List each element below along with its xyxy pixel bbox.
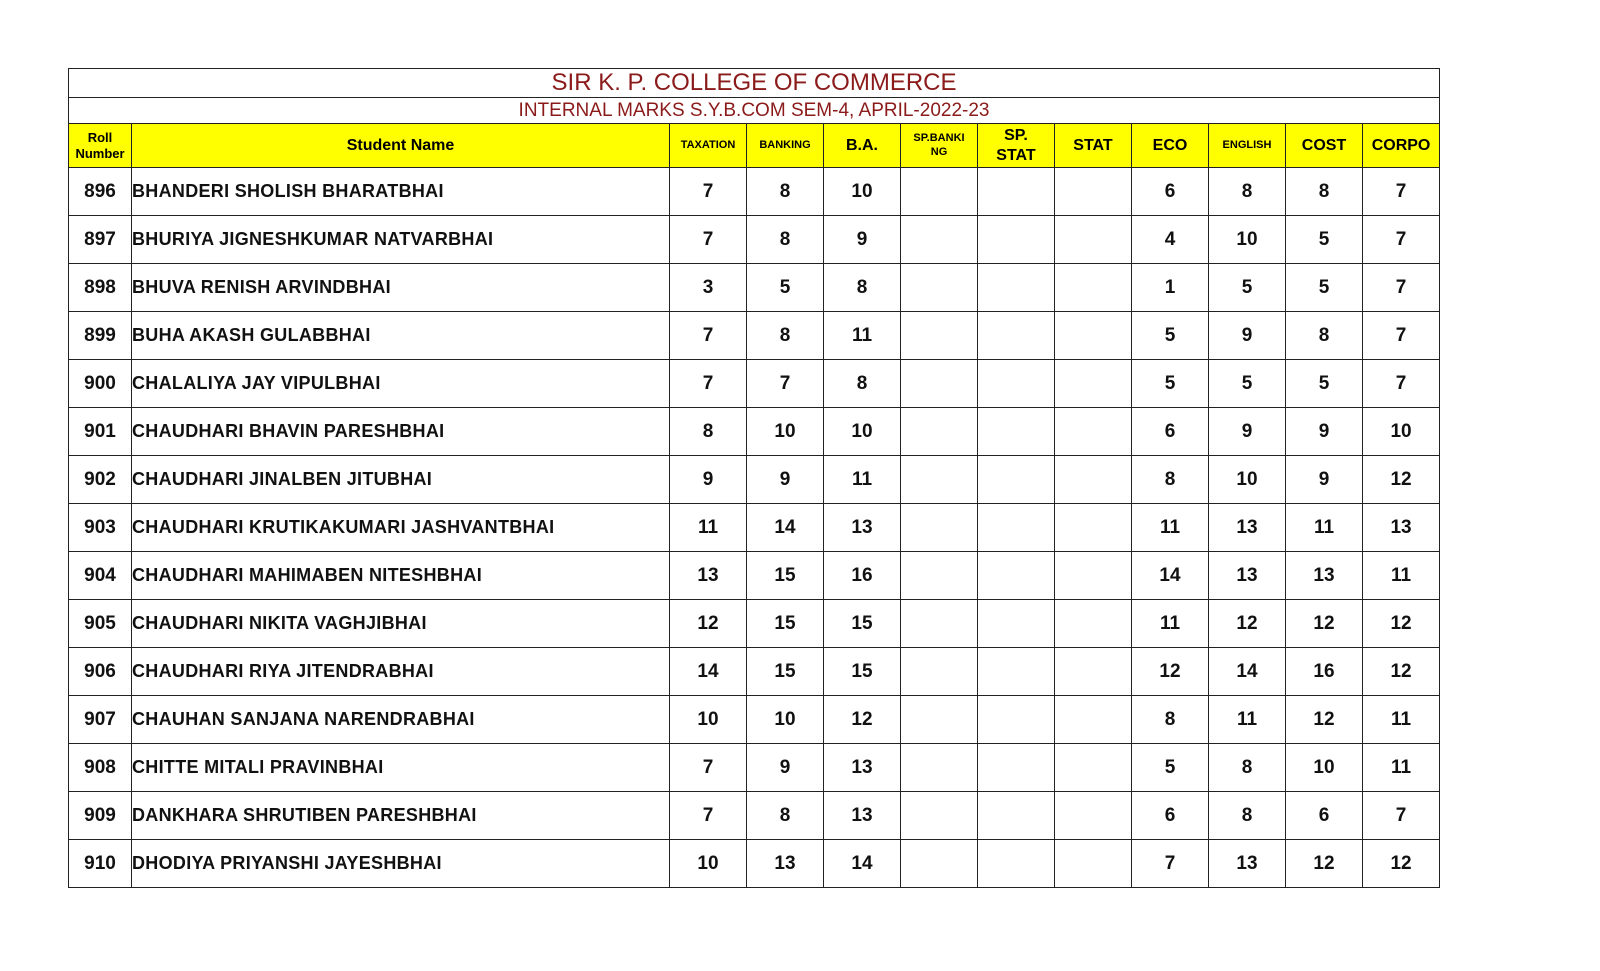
roll-number-cell: 899 [69,312,132,360]
corpo-mark-cell: 7 [1363,168,1440,216]
student-name-cell: DHODIYA PRIYANSHI JAYESHBHAI [132,840,670,888]
report-subtitle: INTERNAL MARKS S.Y.B.COM SEM-4, APRIL-2022-23 [69,98,1440,124]
student-name-cell: CHAUDHARI RIYA JITENDRABHAI [132,648,670,696]
banking-mark-cell: 14 [747,504,824,552]
cost-mark-cell: 9 [1286,456,1363,504]
sp-banking-mark-cell [901,408,978,456]
eco-mark-cell: 8 [1132,456,1209,504]
student-name-cell: BHANDERI SHOLISH BHARATBHAI [132,168,670,216]
ba-mark-cell: 10 [824,168,901,216]
header-row [69,124,1440,168]
student-name-cell: CHAUHAN SANJANA NARENDRABHAI [132,696,670,744]
table-row [69,504,1440,552]
sp-banking-mark-cell [901,600,978,648]
sp-stat-mark-cell [978,648,1055,696]
header-sp-banking-line1: SP.BANKI [913,132,965,145]
college-title: SIR K. P. COLLEGE OF COMMERCE [69,69,1440,98]
english-mark-cell: 9 [1209,408,1286,456]
cost-mark-cell: 8 [1286,312,1363,360]
corpo-mark-cell: 7 [1363,216,1440,264]
ba-mark-cell: 14 [824,840,901,888]
sp-banking-mark-cell [901,216,978,264]
sp-banking-mark-cell [901,648,978,696]
sp-stat-mark-cell [978,696,1055,744]
ba-mark-cell: 15 [824,648,901,696]
header-roll-line2: Number [75,145,125,161]
taxation-mark-cell: 7 [670,360,747,408]
table-row [69,408,1440,456]
student-rows [69,168,1440,888]
cost-mark-cell: 10 [1286,744,1363,792]
eco-mark-cell: 6 [1132,792,1209,840]
table-row [69,312,1440,360]
corpo-mark-cell: 11 [1363,552,1440,600]
english-mark-cell: 12 [1209,600,1286,648]
header-corpo: CORPO [1363,124,1440,168]
stat-mark-cell [1055,600,1132,648]
stat-mark-cell [1055,504,1132,552]
corpo-mark-cell: 7 [1363,360,1440,408]
roll-number-cell: 906 [69,648,132,696]
taxation-mark-cell: 7 [670,792,747,840]
eco-mark-cell: 1 [1132,264,1209,312]
taxation-mark-cell: 10 [670,696,747,744]
corpo-mark-cell: 13 [1363,504,1440,552]
ba-mark-cell: 11 [824,456,901,504]
student-name-cell: BUHA AKASH GULABBHAI [132,312,670,360]
taxation-mark-cell: 9 [670,456,747,504]
header-sp-banking-line2: NG [930,145,948,158]
eco-mark-cell: 5 [1132,312,1209,360]
english-mark-cell: 8 [1209,168,1286,216]
banking-mark-cell: 8 [747,312,824,360]
ba-mark-cell: 13 [824,744,901,792]
header-student-name: Student Name [132,124,670,168]
stat-mark-cell [1055,456,1132,504]
banking-mark-cell: 15 [747,552,824,600]
corpo-mark-cell: 7 [1363,312,1440,360]
sp-stat-mark-cell [978,456,1055,504]
header-sp-stat [978,124,1055,168]
header-ba: B.A. [824,124,901,168]
eco-mark-cell: 8 [1132,696,1209,744]
marks-table [68,68,1440,888]
banking-mark-cell: 8 [747,168,824,216]
cost-mark-cell: 9 [1286,408,1363,456]
english-mark-cell: 9 [1209,312,1286,360]
header-cost: COST [1286,124,1363,168]
header-taxation: TAXATION [670,124,747,168]
table-row [69,264,1440,312]
taxation-mark-cell: 7 [670,216,747,264]
sp-banking-mark-cell [901,264,978,312]
student-name-cell: BHURIYA JIGNESHKUMAR NATVARBHAI [132,216,670,264]
english-mark-cell: 5 [1209,264,1286,312]
corpo-mark-cell: 7 [1363,792,1440,840]
roll-number-cell: 910 [69,840,132,888]
table-row [69,648,1440,696]
banking-mark-cell: 15 [747,600,824,648]
eco-mark-cell: 14 [1132,552,1209,600]
student-name-cell: CHAUDHARI JINALBEN JITUBHAI [132,456,670,504]
banking-mark-cell: 9 [747,456,824,504]
roll-number-cell: 896 [69,168,132,216]
english-mark-cell: 8 [1209,792,1286,840]
taxation-mark-cell: 13 [670,552,747,600]
banking-mark-cell: 8 [747,792,824,840]
cost-mark-cell: 12 [1286,840,1363,888]
sp-banking-mark-cell [901,312,978,360]
banking-mark-cell: 7 [747,360,824,408]
table-row [69,456,1440,504]
taxation-mark-cell: 7 [670,312,747,360]
header-english: ENGLISH [1209,124,1286,168]
cost-mark-cell: 12 [1286,600,1363,648]
table-row [69,840,1440,888]
eco-mark-cell: 11 [1132,504,1209,552]
sp-banking-mark-cell [901,696,978,744]
eco-mark-cell: 11 [1132,600,1209,648]
header-eco: ECO [1132,124,1209,168]
taxation-mark-cell: 7 [670,168,747,216]
stat-mark-cell [1055,408,1132,456]
cost-mark-cell: 5 [1286,360,1363,408]
roll-number-cell: 902 [69,456,132,504]
english-mark-cell: 10 [1209,216,1286,264]
sp-banking-mark-cell [901,792,978,840]
roll-number-cell: 903 [69,504,132,552]
student-name-cell: CHITTE MITALI PRAVINBHAI [132,744,670,792]
corpo-mark-cell: 12 [1363,456,1440,504]
table-row [69,552,1440,600]
corpo-mark-cell: 7 [1363,264,1440,312]
english-mark-cell: 14 [1209,648,1286,696]
eco-mark-cell: 6 [1132,408,1209,456]
stat-mark-cell [1055,360,1132,408]
english-mark-cell: 10 [1209,456,1286,504]
ba-mark-cell: 8 [824,264,901,312]
sp-stat-mark-cell [978,312,1055,360]
cost-mark-cell: 16 [1286,648,1363,696]
sp-stat-mark-cell [978,600,1055,648]
english-mark-cell: 13 [1209,504,1286,552]
corpo-mark-cell: 12 [1363,840,1440,888]
student-name-cell: BHUVA RENISH ARVINDBHAI [132,264,670,312]
sp-stat-mark-cell [978,264,1055,312]
roll-number-cell: 908 [69,744,132,792]
ba-mark-cell: 16 [824,552,901,600]
sp-stat-mark-cell [978,408,1055,456]
ba-mark-cell: 9 [824,216,901,264]
header-sp-banking [901,124,978,168]
stat-mark-cell [1055,648,1132,696]
cost-mark-cell: 5 [1286,264,1363,312]
banking-mark-cell: 8 [747,216,824,264]
header-roll-number [69,124,132,168]
ba-mark-cell: 13 [824,792,901,840]
stat-mark-cell [1055,696,1132,744]
table-row [69,696,1440,744]
cost-mark-cell: 5 [1286,216,1363,264]
cost-mark-cell: 13 [1286,552,1363,600]
cost-mark-cell: 11 [1286,504,1363,552]
stat-mark-cell [1055,840,1132,888]
sp-stat-mark-cell [978,168,1055,216]
eco-mark-cell: 12 [1132,648,1209,696]
table-row [69,600,1440,648]
banking-mark-cell: 15 [747,648,824,696]
corpo-mark-cell: 10 [1363,408,1440,456]
eco-mark-cell: 5 [1132,744,1209,792]
table-row [69,360,1440,408]
roll-number-cell: 907 [69,696,132,744]
stat-mark-cell [1055,744,1132,792]
eco-mark-cell: 4 [1132,216,1209,264]
english-mark-cell: 13 [1209,840,1286,888]
cost-mark-cell: 8 [1286,168,1363,216]
stat-mark-cell [1055,312,1132,360]
header-banking: BANKING [747,124,824,168]
sp-stat-mark-cell [978,552,1055,600]
sp-banking-mark-cell [901,552,978,600]
english-mark-cell: 11 [1209,696,1286,744]
taxation-mark-cell: 11 [670,504,747,552]
student-name-cell: CHAUDHARI KRUTIKAKUMARI JASHVANTBHAI [132,504,670,552]
student-name-cell: DANKHARA SHRUTIBEN PARESHBHAI [132,792,670,840]
table-row [69,744,1440,792]
taxation-mark-cell: 12 [670,600,747,648]
english-mark-cell: 5 [1209,360,1286,408]
roll-number-cell: 898 [69,264,132,312]
header-stat: STAT [1055,124,1132,168]
taxation-mark-cell: 8 [670,408,747,456]
ba-mark-cell: 11 [824,312,901,360]
cost-mark-cell: 6 [1286,792,1363,840]
sp-banking-mark-cell [901,456,978,504]
header-sp-stat-line2: STAT [996,146,1036,164]
header-sp-stat-line1: SP. [1004,127,1028,145]
student-name-cell: CHALALIYA JAY VIPULBHAI [132,360,670,408]
sp-stat-mark-cell [978,840,1055,888]
stat-mark-cell [1055,552,1132,600]
corpo-mark-cell: 12 [1363,648,1440,696]
banking-mark-cell: 5 [747,264,824,312]
roll-number-cell: 904 [69,552,132,600]
taxation-mark-cell: 7 [670,744,747,792]
taxation-mark-cell: 10 [670,840,747,888]
taxation-mark-cell: 3 [670,264,747,312]
roll-number-cell: 897 [69,216,132,264]
sp-banking-mark-cell [901,840,978,888]
eco-mark-cell: 5 [1132,360,1209,408]
sp-stat-mark-cell [978,504,1055,552]
stat-mark-cell [1055,168,1132,216]
banking-mark-cell: 9 [747,744,824,792]
ba-mark-cell: 10 [824,408,901,456]
sp-stat-mark-cell [978,792,1055,840]
corpo-mark-cell: 11 [1363,744,1440,792]
ba-mark-cell: 15 [824,600,901,648]
table-row [69,216,1440,264]
sp-banking-mark-cell [901,504,978,552]
english-mark-cell: 8 [1209,744,1286,792]
roll-number-cell: 900 [69,360,132,408]
table-row [69,792,1440,840]
banking-mark-cell: 10 [747,696,824,744]
roll-number-cell: 901 [69,408,132,456]
sp-banking-mark-cell [901,168,978,216]
roll-number-cell: 909 [69,792,132,840]
eco-mark-cell: 6 [1132,168,1209,216]
banking-mark-cell: 10 [747,408,824,456]
sp-banking-mark-cell [901,360,978,408]
banking-mark-cell: 13 [747,840,824,888]
english-mark-cell: 13 [1209,552,1286,600]
roll-number-cell: 905 [69,600,132,648]
sp-stat-mark-cell [978,216,1055,264]
student-name-cell: CHAUDHARI NIKITA VAGHJIBHAI [132,600,670,648]
ba-mark-cell: 12 [824,696,901,744]
header-roll-line1: Roll [87,129,113,145]
stat-mark-cell [1055,264,1132,312]
ba-mark-cell: 8 [824,360,901,408]
ba-mark-cell: 13 [824,504,901,552]
taxation-mark-cell: 14 [670,648,747,696]
stat-mark-cell [1055,792,1132,840]
cost-mark-cell: 12 [1286,696,1363,744]
student-name-cell: CHAUDHARI BHAVIN PARESHBHAI [132,408,670,456]
sp-stat-mark-cell [978,360,1055,408]
corpo-mark-cell: 11 [1363,696,1440,744]
stat-mark-cell [1055,216,1132,264]
student-name-cell: CHAUDHARI MAHIMABEN NITESHBHAI [132,552,670,600]
corpo-mark-cell: 12 [1363,600,1440,648]
eco-mark-cell: 7 [1132,840,1209,888]
sp-banking-mark-cell [901,744,978,792]
sp-stat-mark-cell [978,744,1055,792]
table-row [69,168,1440,216]
